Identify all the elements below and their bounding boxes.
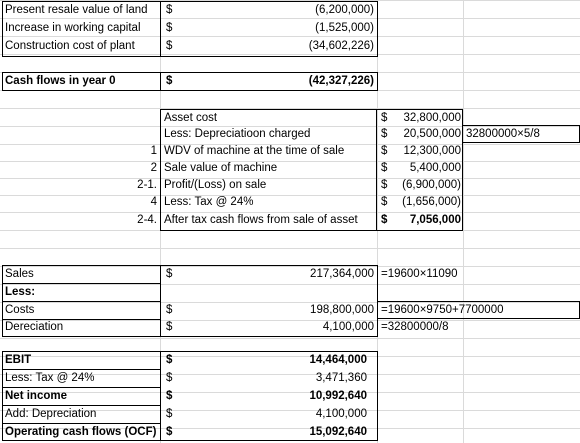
tax-label: Less: Tax @ 24% xyxy=(5,372,95,384)
construction-cost-currency: $ xyxy=(166,40,173,52)
wdv-value: 12,300,000 xyxy=(403,145,461,157)
year0-label: Cash flows in year 0 xyxy=(5,75,116,87)
tax-on-sale-num: 4 xyxy=(150,196,157,208)
working-capital-label: Increase in working capital xyxy=(5,22,141,34)
tax-on-sale-label: Less: Tax @ 24% xyxy=(164,196,254,208)
sales-note: =19600×11090 xyxy=(381,268,458,280)
land-currency: $ xyxy=(166,4,173,16)
wdv-currency: $ xyxy=(381,145,388,157)
profit-loss-num: 2-1. xyxy=(137,179,157,191)
ebit-label: EBIT xyxy=(5,354,32,366)
tax-currency: $ xyxy=(166,372,173,384)
asset-cost-label: Asset cost xyxy=(164,112,218,124)
ocf-label: Operating cash flows (OCF) xyxy=(5,426,157,438)
after-tax-sale-currency: $ xyxy=(381,214,388,226)
gridline xyxy=(0,248,580,249)
less-label: Less: xyxy=(5,286,36,298)
sale-value-num: 2 xyxy=(150,162,157,174)
sale-value-value: 5,400,000 xyxy=(409,162,461,174)
land-value: (6,200,000) xyxy=(315,4,374,16)
ocf-value: 15,092,640 xyxy=(309,426,367,438)
working-capital-value: (1,525,000) xyxy=(315,22,374,34)
after-tax-sale-num: 2-4. xyxy=(137,214,157,226)
after-tax-sale-value: 7,056,000 xyxy=(409,214,461,226)
tax-value: 3,471,360 xyxy=(315,372,367,384)
land-label: Present resale value of land xyxy=(5,4,148,16)
gridline xyxy=(0,338,580,339)
cell-divider xyxy=(376,109,377,231)
year0-currency: $ xyxy=(166,75,173,87)
depreciation-charged-note: 32800000×5/8 xyxy=(466,128,540,140)
gridline xyxy=(463,0,464,443)
tax-on-sale-currency: $ xyxy=(381,196,388,208)
sales-value: 217,364,000 xyxy=(310,268,374,280)
sale-value-currency: $ xyxy=(381,162,388,174)
net-income-label: Net income xyxy=(5,390,67,402)
construction-cost-value: (34,602,226) xyxy=(308,40,374,52)
costs-currency: $ xyxy=(166,304,173,316)
wdv-label: WDV of machine at the time of sale xyxy=(164,145,345,157)
cell-divider xyxy=(160,1,161,57)
cell-divider xyxy=(160,72,161,91)
add-depreciation-label: Add: Depreciation xyxy=(5,408,97,420)
working-capital-currency: $ xyxy=(166,22,173,34)
year0-value: (42,327,226) xyxy=(308,75,374,87)
depreciation-label: Dereciation xyxy=(5,321,64,333)
depreciation-note: =32800000/8 xyxy=(381,321,449,333)
depreciation-currency: $ xyxy=(166,321,173,333)
wdv-num: 1 xyxy=(150,145,157,157)
asset-cost-currency: $ xyxy=(381,112,388,124)
cell-divider xyxy=(160,265,161,337)
net-income-value: 10,992,640 xyxy=(309,390,367,402)
costs-label: Costs xyxy=(5,304,35,316)
profit-loss-label: Profit/(Loss) on sale xyxy=(164,179,267,191)
depreciation-value: 4,100,000 xyxy=(322,321,374,333)
ocf-currency: $ xyxy=(166,426,173,438)
profit-loss-value: (6,900,000) xyxy=(402,179,461,191)
ebit-currency: $ xyxy=(166,354,173,366)
sales-label: Sales xyxy=(5,268,34,280)
net-income-currency: $ xyxy=(166,390,173,402)
add-depreciation-value: 4,100,000 xyxy=(315,408,367,420)
ebit-value: 14,464,000 xyxy=(309,354,367,366)
sales-currency: $ xyxy=(166,268,173,280)
sale-value-label: Sale value of machine xyxy=(164,162,278,174)
cell-divider xyxy=(160,351,161,441)
depreciation-charged-value: 20,500,000 xyxy=(403,128,461,140)
depreciation-charged-label: Less: Depreciatioon charged xyxy=(164,128,311,140)
costs-value: 198,800,000 xyxy=(310,304,374,316)
profit-loss-currency: $ xyxy=(381,179,388,191)
depreciation-charged-currency: $ xyxy=(381,128,388,140)
tax-on-sale-value: (1,656,000) xyxy=(402,196,461,208)
after-tax-sale-label: After tax cash flows from sale of asset xyxy=(164,214,358,226)
construction-cost-label: Construction cost of plant xyxy=(5,40,135,52)
asset-cost-value: 32,800,000 xyxy=(403,112,461,124)
costs-note: =19600×9750+7700000 xyxy=(381,304,504,316)
add-depreciation-currency: $ xyxy=(166,408,173,420)
